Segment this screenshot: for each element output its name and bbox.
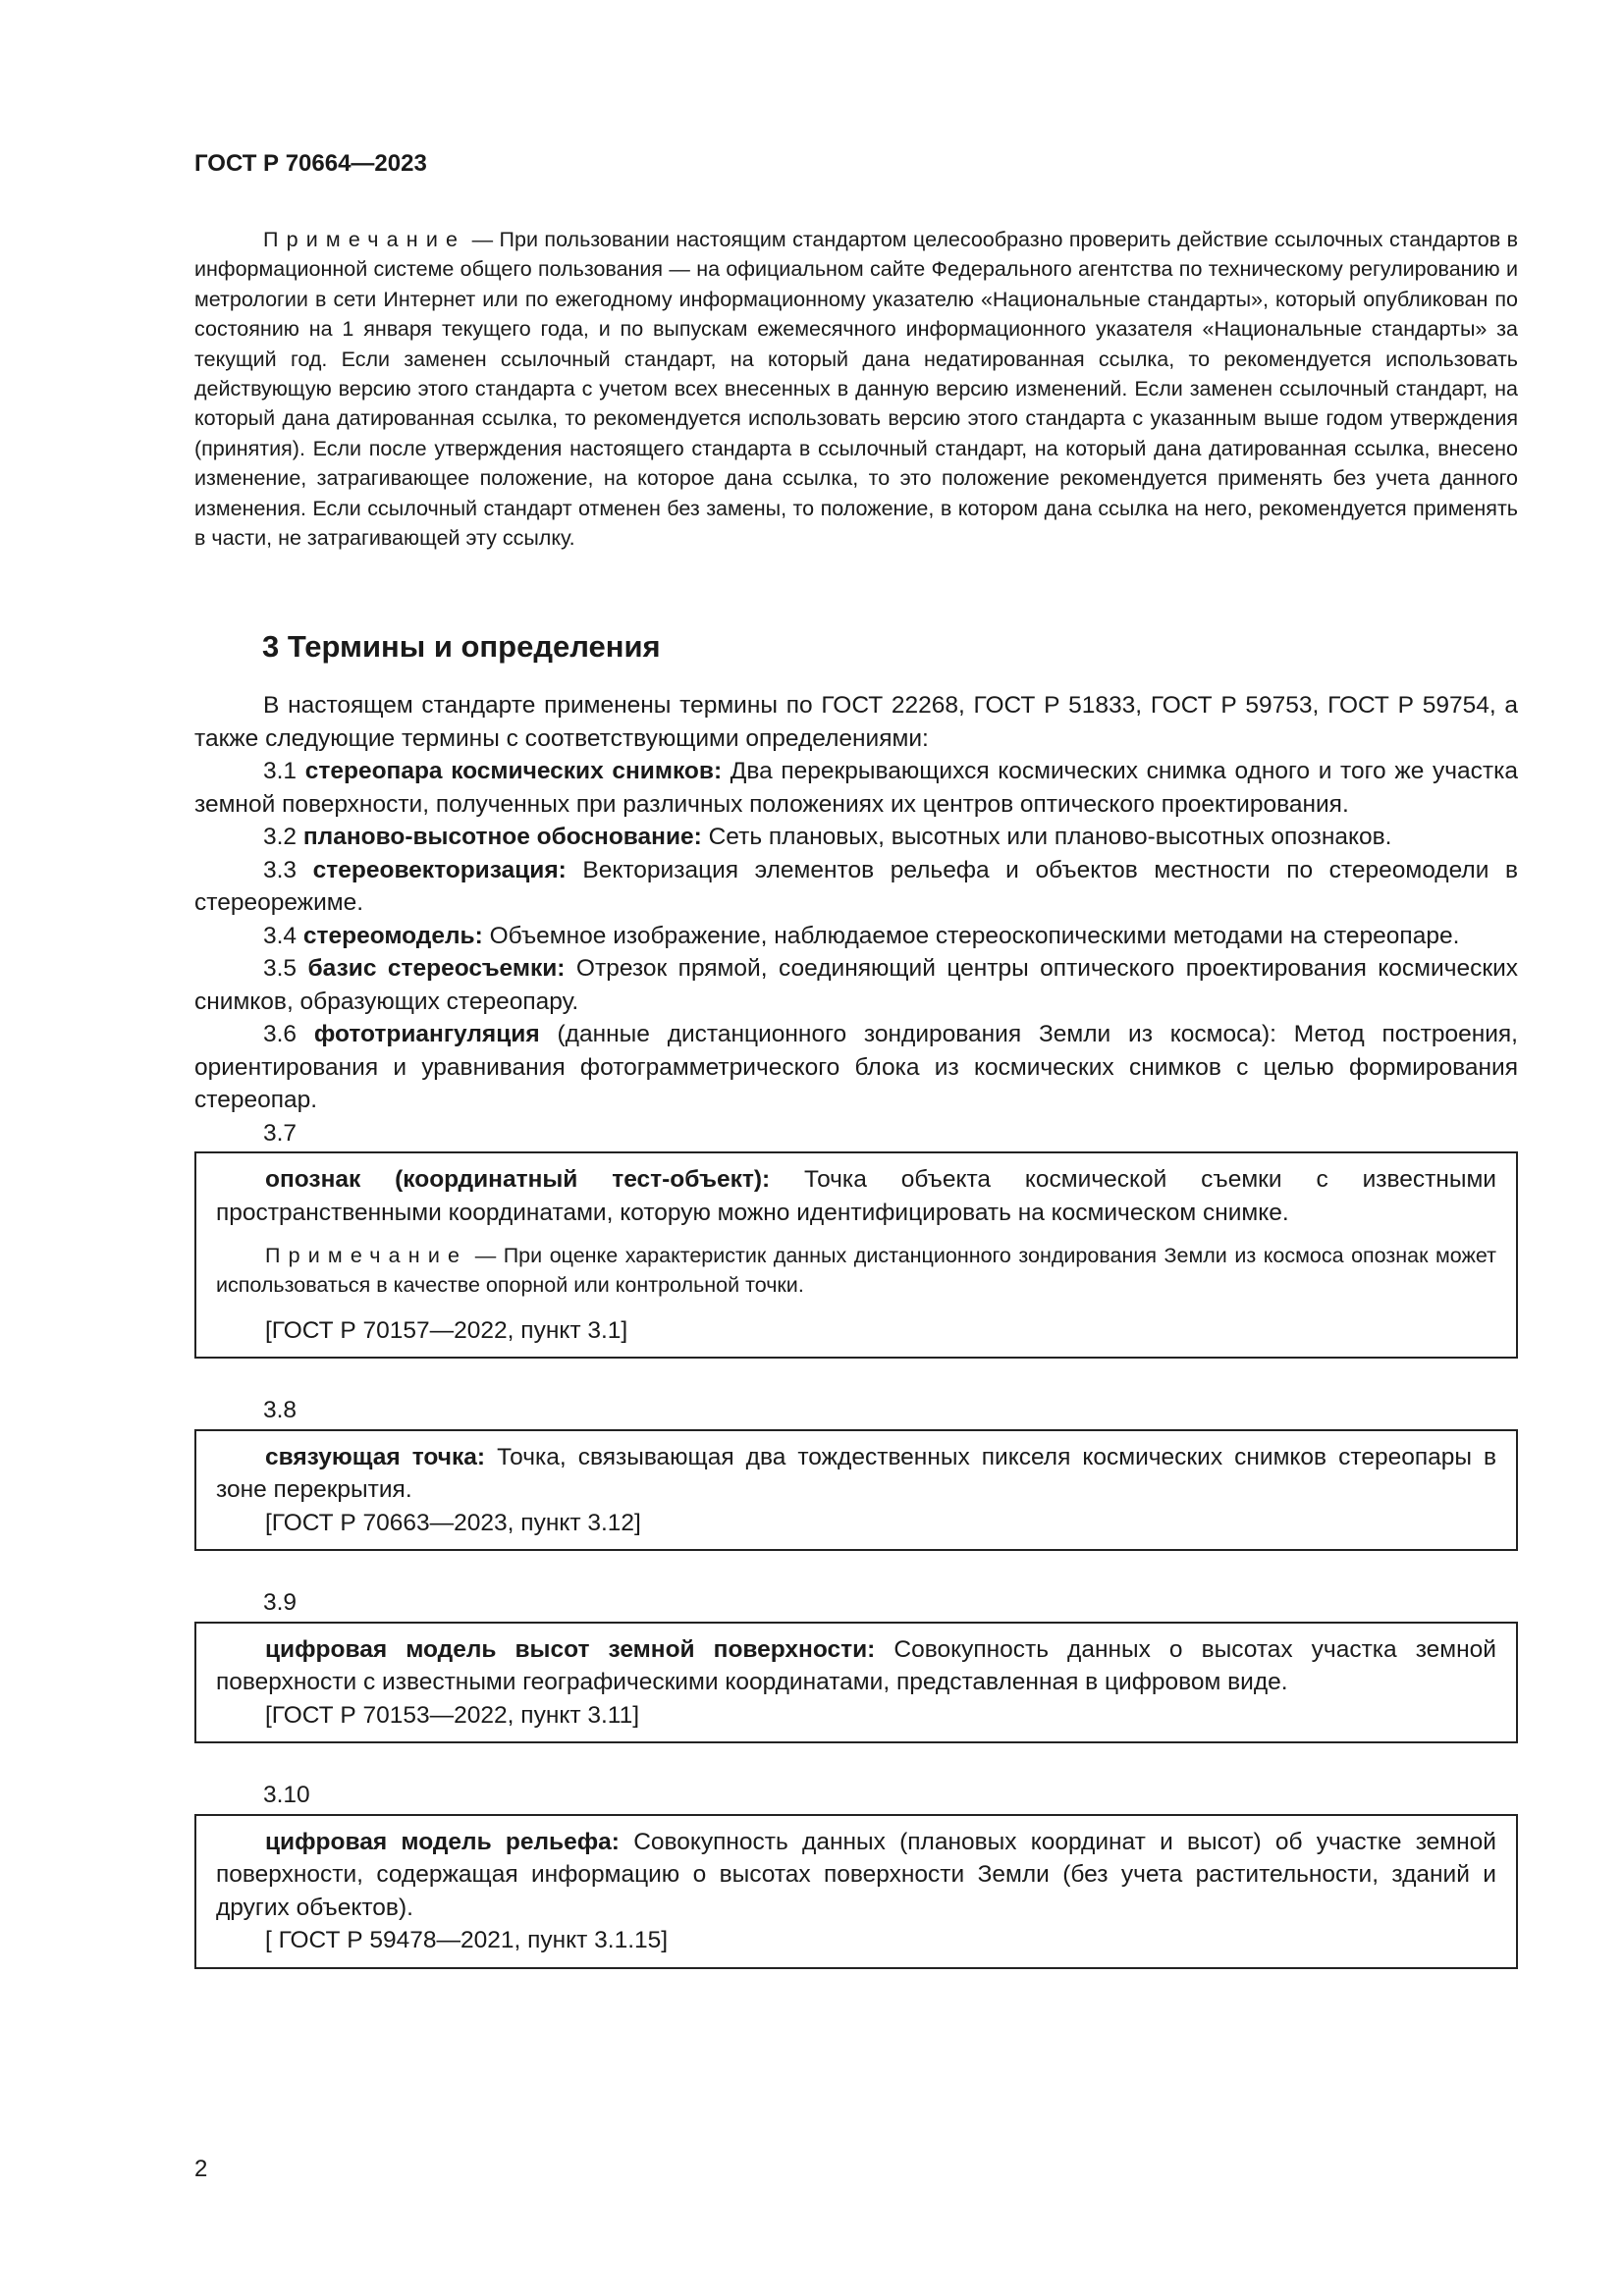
term-number: 3.4: [263, 922, 298, 949]
boxed-term-number: 3.10: [263, 1782, 310, 1809]
term-number: 3.5: [263, 955, 298, 982]
term-number: 3.6: [263, 1021, 298, 1047]
term-definition: Два перекрывающихся космических снимка одного и того же участка земной поверхности, полученных при различных положениях их центров оптического проектирования.: [194, 758, 1518, 818]
term-definition: Точка, связывающая два тождественных пикселя космических снимков стереопары в зоне перекрытия.: [216, 1443, 1497, 1504]
term-entry: [194, 755, 1518, 821]
note-label: Примечание: [265, 1244, 468, 1267]
term-definition: Точка объекта космической съемки с известными пространственными координатами, которую можно идентифицировать на космическом снимке.: [216, 1166, 1496, 1226]
boxed-term-note: [216, 1241, 1496, 1301]
term-source-reference: [ ГОСТ Р 59478—2021, пункт 3.1.15]: [265, 1927, 669, 1954]
references-note: [194, 225, 1518, 553]
quoted-term-box: [194, 1151, 1518, 1359]
term-definition: Отрезок прямой, соединяющий центры оптического проектирования космических снимков, образующих стереопару.: [194, 955, 1518, 1015]
page-number: 2: [194, 2156, 208, 2182]
term-number: 3.2: [263, 824, 298, 850]
quoted-term-box: [194, 1429, 1518, 1552]
section-intro: В настоящем стандарте применены термины по ГОСТ 22268, ГОСТ Р 51833, ГОСТ Р 59753, ГОСТ Р 59754, а также следующие термины с соответствующими определениями:: [194, 692, 1518, 752]
term-definition: Объемное изображение, наблюдаемое стереоскопическими методами на стереопаре.: [482, 922, 1460, 949]
term-entry: [194, 952, 1518, 1018]
boxed-term-definition: [216, 1441, 1496, 1507]
term-entry: [194, 1018, 1518, 1117]
term-name: опознак (координатный тест-объект):: [265, 1166, 771, 1193]
term-name: цифровая модель рельефа:: [265, 1828, 620, 1855]
document-code-header: ГОСТ Р 70664—2023: [194, 150, 427, 177]
term-name: стереопара космических снимков:: [304, 758, 723, 784]
term-name: планово-высотное обоснование:: [302, 824, 702, 850]
term-name: стереомодель:: [302, 922, 483, 949]
boxed-term-definition: [216, 1163, 1496, 1229]
term-definition: (данные дистанционного зондирования Земли из космоса): Метод построения, ориентирования и уравнивания фотограмметрического блока из космических снимков с целью формирования стереопар.: [194, 1021, 1518, 1113]
term-source-reference: [ГОСТ Р 70663—2023, пункт 3.12]: [265, 1509, 641, 1536]
quoted-term-box: [194, 1622, 1518, 1744]
note-text: — При пользовании настоящим стандартом целесообразно проверить действие ссылочных стандартов в информационной системе общего пользования — на официальном сайте Федерального агентства по техническому регулированию и метрологии в сети Интернет или по ежегодному информационному указателю «Национальные стандарты», который опубликован по состоянию на 1 января текущего года, и по выпускам ежемесячного информационного указателя «Национальные стандарты» за текущий год. Если заменен ссылочный стандарт, на который дана недатированная ссылка, то рекомендуется использовать действующую версию этого стандарта с учетом всех внесенных в данную версию изменений. Если заменен ссылочный стандарт, на который дана датированная ссылка, то рекомендуется использовать версию этого стандарта с указанным выше годом утверждения (принятия). Если после утверждения настоящего стандарта в ссылочный стандарт, на который дана датированная ссылка, внесено изменение, затрагивающее положение, на которое дана ссылка, то это положение рекомендуется применять без учета данного изменения. Если ссылочный стандарт отменен без замены, то положение, в котором дана ссылка на него, рекомендуется применять в части, не затрагивающей эту ссылку.: [194, 228, 1518, 551]
term-source-reference: [ГОСТ Р 70153—2022, пункт 3.11]: [265, 1701, 640, 1729]
note-text: — При оценке характеристик данных дистанционного зондирования Земли из космоса опознак может использоваться в качестве опорной или контрольной точки.: [216, 1244, 1496, 1298]
term-entry: [194, 854, 1518, 920]
quoted-term-box: [194, 1814, 1518, 1969]
boxed-term-number: 3.9: [263, 1589, 298, 1617]
term-definition: Совокупность данных (плановых координат и высот) об участке земной поверхности, содержащая информацию о высотах поверхности Земли (без учета растительности, зданий и других объектов).: [216, 1828, 1496, 1921]
term-entry: [194, 821, 1518, 854]
note-label: Примечание: [263, 228, 466, 251]
terms-body: [194, 689, 1518, 1969]
boxed-term-number: 3.7: [263, 1119, 298, 1147]
term-name: стереовекторизация:: [312, 856, 567, 883]
term-name: связующая точка:: [265, 1443, 486, 1470]
term-definition: Сеть плановых, высотных или планово-высотных опознаков.: [701, 824, 1392, 850]
term-source-reference: [ГОСТ Р 70157—2022, пункт 3.1]: [265, 1316, 628, 1344]
boxed-term-definition: [216, 1826, 1496, 1925]
term-number: 3.1: [263, 758, 298, 784]
term-name: цифровая модель высот земной поверхности:: [265, 1635, 876, 1663]
term-name: базис стереосъемки:: [307, 955, 566, 982]
boxed-term-definition: [216, 1633, 1496, 1699]
term-name: фототриангуляция: [313, 1021, 540, 1047]
section-title: 3 Термины и определения: [262, 629, 661, 664]
term-definition: Совокупность данных о высотах участка земной поверхности с известными географическими координатами, представленная в цифровом виде.: [216, 1635, 1496, 1696]
term-entry: [194, 920, 1518, 953]
boxed-term-number: 3.8: [263, 1397, 298, 1424]
term-number: 3.3: [263, 856, 298, 883]
term-definition: Векторизация элементов рельефа и объектов местности по стереомодели в стереорежиме.: [194, 856, 1518, 916]
